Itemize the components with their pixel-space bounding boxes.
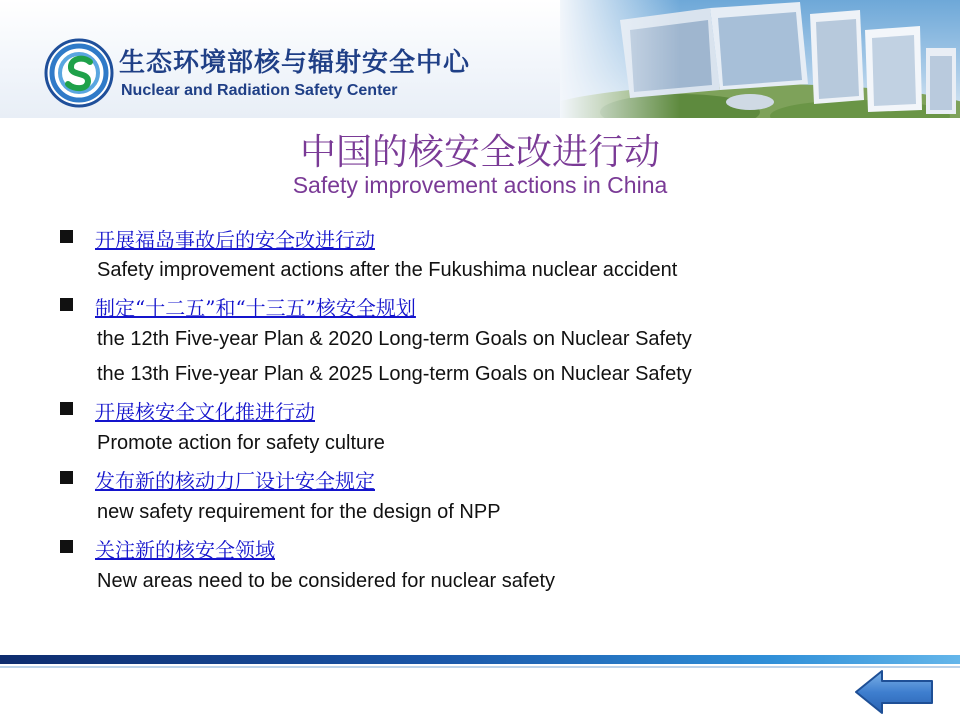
nrsc-logo-icon: [44, 38, 114, 108]
org-name-en: Nuclear and Radiation Safety Center: [121, 82, 398, 99]
item-link-safety-culture[interactable]: 开展核安全文化推进行动: [95, 400, 315, 424]
item-link-safety-plans[interactable]: 制定“十二五”和“十三五”核安全规划: [95, 296, 416, 320]
slide-title-en: Safety improvement actions in China: [292, 172, 668, 198]
item-link-fukushima[interactable]: 开展福岛事故后的安全改进行动: [95, 228, 375, 252]
bullet-square-icon: [60, 230, 73, 243]
slide-title-cn: 中国的核安全改进行动: [299, 132, 660, 173]
item-desc: Promote action for safety culture: [97, 432, 385, 454]
slide-header: [0, 0, 960, 118]
item-link-new-areas[interactable]: 关注新的核安全领域: [95, 538, 275, 562]
bullet-square-icon: [60, 402, 73, 415]
building-image: [560, 0, 960, 118]
bullet-square-icon: [60, 540, 73, 553]
footer-divider: [0, 666, 960, 668]
org-name-cn: 生态环境部核与辐射安全中心: [119, 48, 471, 78]
item-desc: New areas need to be considered for nuclear safety: [97, 570, 556, 592]
item-desc: the 13th Five-year Plan & 2025 Long-term Goals on Nuclear Safety: [97, 363, 692, 385]
item-link-npp-design[interactable]: 发布新的核动力厂设计安全规定: [95, 469, 375, 493]
bullet-square-icon: [60, 471, 73, 484]
item-desc: new safety requirement for the design of NPP: [97, 501, 501, 523]
item-desc: Safety improvement actions after the Fukushima nuclear accident: [97, 259, 678, 281]
bullet-square-icon: [60, 298, 73, 311]
item-desc: the 12th Five-year Plan & 2020 Long-term Goals on Nuclear Safety: [97, 328, 692, 350]
footer-bar: [0, 655, 960, 664]
back-arrow-icon[interactable]: [852, 668, 936, 716]
